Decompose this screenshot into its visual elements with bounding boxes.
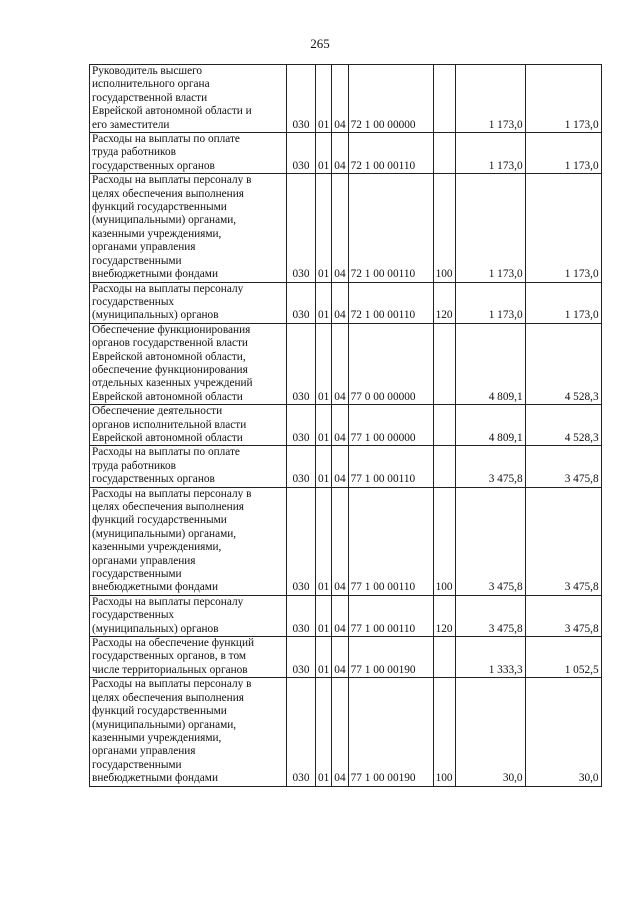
target-article-code: 77 1 00 00110 xyxy=(348,487,433,595)
section-code: 01 xyxy=(316,65,332,133)
section-code: 01 xyxy=(316,405,332,446)
table-row xyxy=(90,446,602,487)
subsection-code: 04 xyxy=(332,487,348,595)
target-article-code: 77 1 00 00110 xyxy=(348,446,433,487)
target-article-code: 77 1 00 00110 xyxy=(348,595,433,636)
table-body xyxy=(90,65,602,787)
section-code: 01 xyxy=(316,595,332,636)
section-code: 01 xyxy=(316,446,332,487)
target-article-code: 72 1 00 00110 xyxy=(348,133,433,174)
section-code: 01 xyxy=(316,174,332,282)
amount-year-1: 1 173,0 xyxy=(455,65,525,133)
expense-type-code xyxy=(433,323,455,404)
table-row xyxy=(90,65,602,133)
ministry-code: 030 xyxy=(287,174,316,282)
amount-year-1: 3 475,8 xyxy=(455,446,525,487)
subsection-code: 04 xyxy=(332,323,348,404)
target-article-code: 72 1 00 00000 xyxy=(348,65,433,133)
ministry-code: 030 xyxy=(287,323,316,404)
expense-name: Расходы на выплаты персоналу государственных (муниципальных) органов xyxy=(90,282,287,323)
amount-year-2: 3 475,8 xyxy=(525,595,601,636)
section-code: 01 xyxy=(316,637,332,678)
amount-year-1: 1 173,0 xyxy=(455,282,525,323)
expense-type-code xyxy=(433,133,455,174)
amount-year-1: 1 173,0 xyxy=(455,133,525,174)
target-article-code: 77 1 00 00000 xyxy=(348,405,433,446)
expense-name: Расходы на обеспечение функций государственных органов, в том числе территориальных органов xyxy=(90,637,287,678)
table-row xyxy=(90,595,602,636)
target-article-code: 77 1 00 00190 xyxy=(348,637,433,678)
expense-name: Обеспечение деятельности органов исполнительной власти Еврейской автономной области xyxy=(90,405,287,446)
section-code: 01 xyxy=(316,323,332,404)
table-row xyxy=(90,405,602,446)
table-row xyxy=(90,637,602,678)
subsection-code: 04 xyxy=(332,133,348,174)
subsection-code: 04 xyxy=(332,405,348,446)
amount-year-1: 1 173,0 xyxy=(455,174,525,282)
expense-type-code: 100 xyxy=(433,487,455,595)
subsection-code: 04 xyxy=(332,282,348,323)
amount-year-1: 4 809,1 xyxy=(455,405,525,446)
expense-name: Расходы на выплаты по оплате труда работников государственных органов xyxy=(90,446,287,487)
amount-year-2: 1 173,0 xyxy=(525,133,601,174)
ministry-code: 030 xyxy=(287,487,316,595)
section-code: 01 xyxy=(316,487,332,595)
amount-year-1: 1 333,3 xyxy=(455,637,525,678)
expense-type-code xyxy=(433,65,455,133)
ministry-code: 030 xyxy=(287,133,316,174)
amount-year-2: 3 475,8 xyxy=(525,446,601,487)
subsection-code: 04 xyxy=(332,678,348,786)
amount-year-2: 4 528,3 xyxy=(525,405,601,446)
amount-year-2: 1 052,5 xyxy=(525,637,601,678)
amount-year-2: 3 475,8 xyxy=(525,487,601,595)
expense-name: Расходы на выплаты персоналу государственных (муниципальных) органов xyxy=(90,595,287,636)
table-row xyxy=(90,487,602,595)
expense-type-code: 120 xyxy=(433,595,455,636)
amount-year-2: 1 173,0 xyxy=(525,174,601,282)
expense-type-code: 120 xyxy=(433,282,455,323)
amount-year-2: 1 173,0 xyxy=(525,65,601,133)
ministry-code: 030 xyxy=(287,595,316,636)
ministry-code: 030 xyxy=(287,446,316,487)
target-article-code: 77 1 00 00190 xyxy=(348,678,433,786)
page-number: 265 xyxy=(310,36,330,51)
table-row xyxy=(90,133,602,174)
expense-name: Расходы на выплаты по оплате труда работников государственных органов xyxy=(90,133,287,174)
ministry-code: 030 xyxy=(287,405,316,446)
target-article-code: 77 0 00 00000 xyxy=(348,323,433,404)
expense-name: Руководитель высшего исполнительного органа государственной власти Еврейской автономной области и его заместители xyxy=(90,65,287,133)
target-article-code: 72 1 00 00110 xyxy=(348,174,433,282)
expense-type-code: 100 xyxy=(433,174,455,282)
subsection-code: 04 xyxy=(332,637,348,678)
expense-name: Расходы на выплаты персоналу в целях обеспечения выполнения функций государственными (муниципальными) органами, казенными учреждениями, органами управления государственными внебюджетными фондами xyxy=(90,174,287,282)
ministry-code: 030 xyxy=(287,678,316,786)
expense-name: Расходы на выплаты персоналу в целях обеспечения выполнения функций государственными (муниципальными) органами, казенными учреждениями, органами управления государственными внебюджетными фондами xyxy=(90,487,287,595)
amount-year-2: 30,0 xyxy=(525,678,601,786)
expense-name: Расходы на выплаты персоналу в целях обеспечения выполнения функций государственными (муниципальными) органами, казенными учреждениями, органами управления государственными внебюджетными фондами xyxy=(90,678,287,786)
amount-year-1: 3 475,8 xyxy=(455,487,525,595)
target-article-code: 72 1 00 00110 xyxy=(348,282,433,323)
table-row xyxy=(90,323,602,404)
section-code: 01 xyxy=(316,133,332,174)
section-code: 01 xyxy=(316,282,332,323)
subsection-code: 04 xyxy=(332,65,348,133)
expense-type-code xyxy=(433,446,455,487)
amount-year-1: 30,0 xyxy=(455,678,525,786)
amount-year-2: 1 173,0 xyxy=(525,282,601,323)
table-row xyxy=(90,282,602,323)
ministry-code: 030 xyxy=(287,637,316,678)
amount-year-1: 4 809,1 xyxy=(455,323,525,404)
table-row xyxy=(90,678,602,786)
expense-type-code: 100 xyxy=(433,678,455,786)
expense-type-code xyxy=(433,637,455,678)
subsection-code: 04 xyxy=(332,174,348,282)
expense-name: Обеспечение функционирования органов государственной власти Еврейской автономной области, обеспечение функционирования отдельных казенных учреждений Еврейской автономной области xyxy=(90,323,287,404)
section-code: 01 xyxy=(316,678,332,786)
table-row xyxy=(90,174,602,282)
subsection-code: 04 xyxy=(332,595,348,636)
ministry-code: 030 xyxy=(287,65,316,133)
amount-year-2: 4 528,3 xyxy=(525,323,601,404)
subsection-code: 04 xyxy=(332,446,348,487)
budget-table xyxy=(89,64,602,787)
ministry-code: 030 xyxy=(287,282,316,323)
amount-year-1: 3 475,8 xyxy=(455,595,525,636)
expense-type-code xyxy=(433,405,455,446)
